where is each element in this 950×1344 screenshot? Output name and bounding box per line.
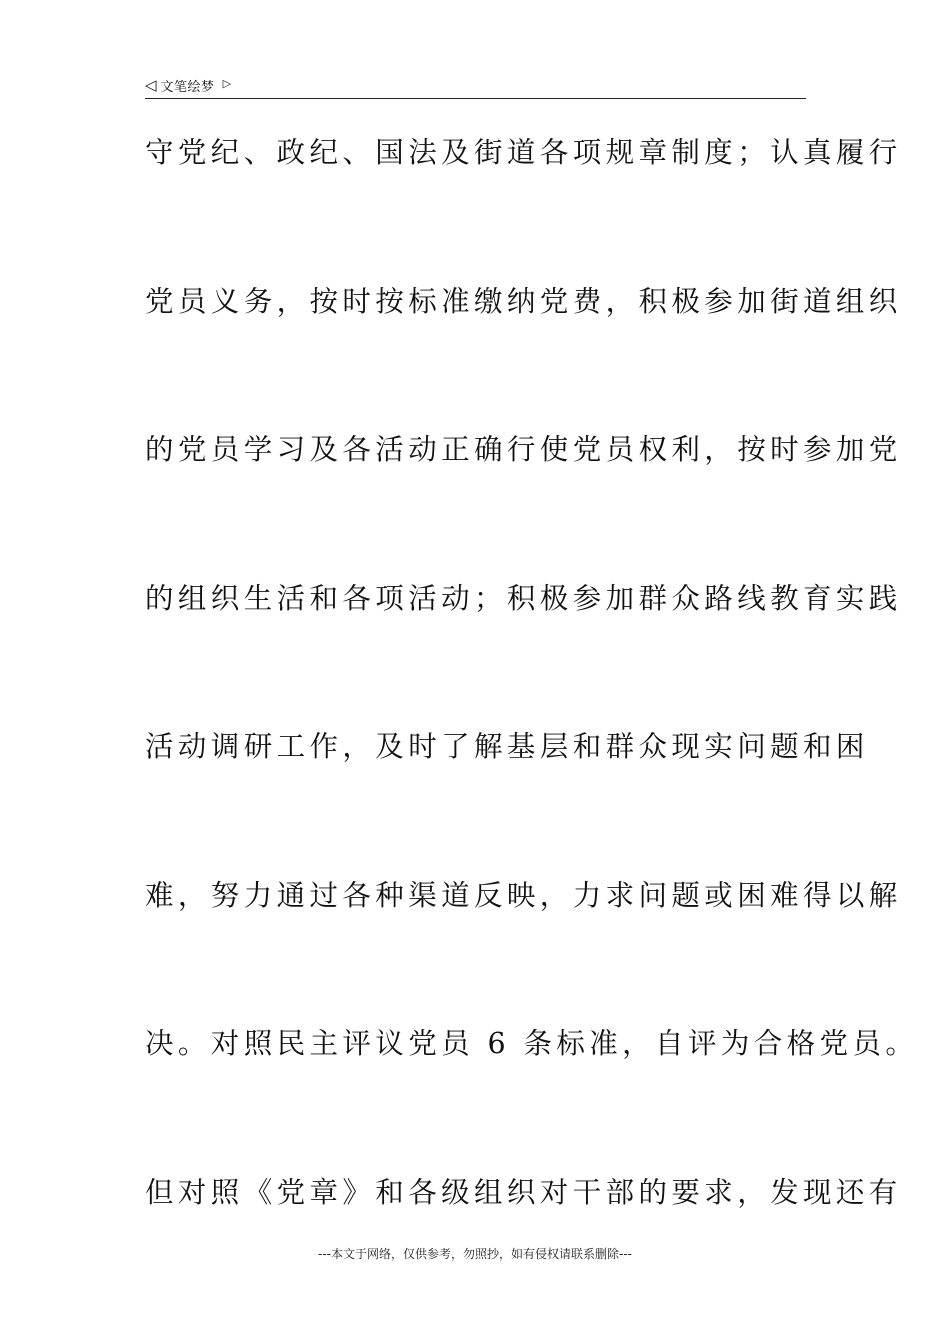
body-line: 但对照《党章》和各级组织对干部的要求，发现还有: [145, 1175, 902, 1209]
body-line: 难，努力通过各种渠道反映，力求问题或困难得以解: [145, 878, 902, 912]
triangle-left-icon: ◁: [145, 75, 157, 94]
body-text: [145, 118, 919, 1306]
triangle-right-icon: ▷: [222, 76, 232, 90]
page-footer: ---本文于网络，仅供参考，勿照抄，如有侵权请联系删除---: [318, 1247, 632, 1261]
body-line: 党员义务，按时按标准缴纳党费，积极参加街道组织: [145, 284, 902, 318]
body-line: 守党纪、政纪、国法及街道各项规章制度；认真履行: [145, 136, 902, 169]
header-brand: 文笔绘梦: [160, 79, 215, 95]
body-line: 决。对照民主评议党员 6 条标准，自评为合格党员。: [145, 1027, 919, 1060]
body-line: 活动调研工作，及时了解基层和群众现实问题和困: [145, 730, 869, 763]
body-line: 的党员学习及各活动正确行使党员权利，按时参加党: [145, 433, 902, 466]
body-line: 的组织生活和各项活动；积极参加群众路线教育实践: [145, 581, 902, 615]
page-header: [145, 72, 806, 99]
